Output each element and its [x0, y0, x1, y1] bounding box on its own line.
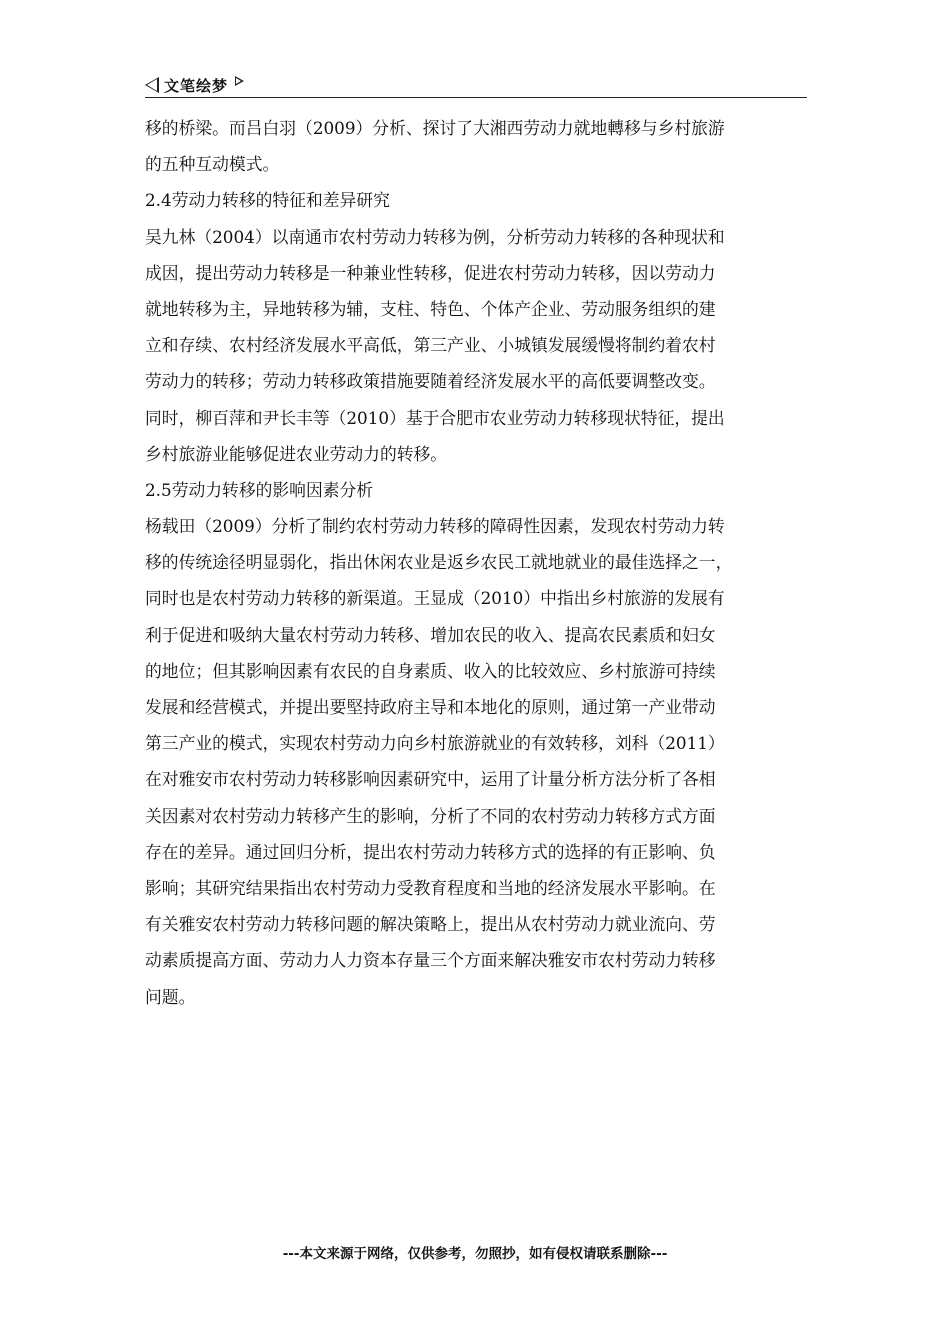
text-line: 同时，柳百萍和尹长丰等（2010）基于合肥市农业劳动力转移现状特征，提出: [145, 407, 725, 428]
text-line: 劳动力的转移；劳动力转移政策措施要随着经济发展水平的高低要调整改变。: [145, 371, 716, 392]
text-line: 发展和经营模式，并提出要堅持政府主导和本地化的原则，通过第一产业带动: [145, 697, 716, 717]
text-line: 影响；其研究结果指出农村劳动力受教育程度和当地的经济发展水平影响。在: [145, 877, 716, 898]
text-line: 移的传统途径明显弱化，指出休闲农业是返乡农民工就地就业的最佳选择之一，: [145, 552, 733, 573]
text-line: 乡村旅游业能够促进农业劳动力的转移。: [145, 443, 448, 464]
text-line: 有关雅安农村劳动力转移问题的解决策略上，提出从农村劳动力就业流向、劳: [145, 914, 716, 935]
text-line: 存在的差异。通过回归分析，提出农村劳动力转移方式的选择的有正影响、负: [145, 841, 716, 862]
triangle-left-icon: [145, 77, 159, 93]
section-heading: 2.4劳动力转移的特征和差异研究: [145, 190, 390, 211]
text-line: 杨载田（2009）分析了制约农村劳动力转移的障碍性因素，发现农村劳动力转: [145, 516, 725, 537]
brand-name: 文笔绘梦: [164, 77, 229, 95]
page-header: [145, 72, 805, 98]
text-line: 立和存续、农村经济发展水平高低，第三产业、小城镇发展缓慢将制约着农村: [145, 335, 716, 356]
text-line: 问题。: [145, 986, 196, 1007]
text-line: 在对雅安市农村劳动力转移影响因素研究中，运用了计量分析方法分析了各相: [145, 769, 716, 790]
text-line: 利于促进和吸纳大量农村劳动力转移、增加农民的收入、提高农民素质和妇女: [145, 624, 716, 645]
text-line: 动素质提高方面、劳动力人力资本存量三个方面来解决雅安市农村劳动力转移: [145, 950, 716, 971]
text-line: 关因素对农村劳动力转移产生的影响，分析了不同的农村劳动力转移方式方面: [145, 805, 716, 826]
text-line: 第三产业的模式，实现农村劳动力向乡村旅游就业的有效转移，刘科（2011）: [145, 733, 725, 754]
text-line: 成因，提出劳动力转移是一种兼业性转移，促进农村劳动力转移，因以劳动力: [145, 262, 716, 283]
footer-notice: ---本文来源于网络，仅供参考，勿照抄，如有侵权请联系删除---: [282, 1246, 668, 1262]
header-divider: [145, 97, 807, 98]
document-body: [145, 110, 810, 1015]
text-line: 同时也是农村劳动力转移的新渠道。王显成（2010）中指出乡村旅游的发展有: [145, 588, 725, 609]
text-line: 的五种互动模式。: [145, 154, 280, 175]
triangle-right-icon: [235, 76, 244, 86]
text-line: 的地位；但其影响因素有农民的自身素质、收入的比较效应、乡村旅游可持续: [145, 660, 716, 681]
text-line: 吴九林（2004）以南通市农村劳动力转移为例，分析劳动力转移的各种现状和: [145, 226, 725, 247]
text-line: 就地转移为主，异地转移为辅，支柱、特色、个体产企业、劳动服务组织的建: [145, 298, 716, 319]
text-line: 移的桥梁。而吕白羽（2009）分析、探讨了大湘西劳动力就地轉移与乡村旅游: [145, 118, 725, 138]
section-heading: 2.5劳动力转移的影响因素分析: [145, 479, 374, 500]
